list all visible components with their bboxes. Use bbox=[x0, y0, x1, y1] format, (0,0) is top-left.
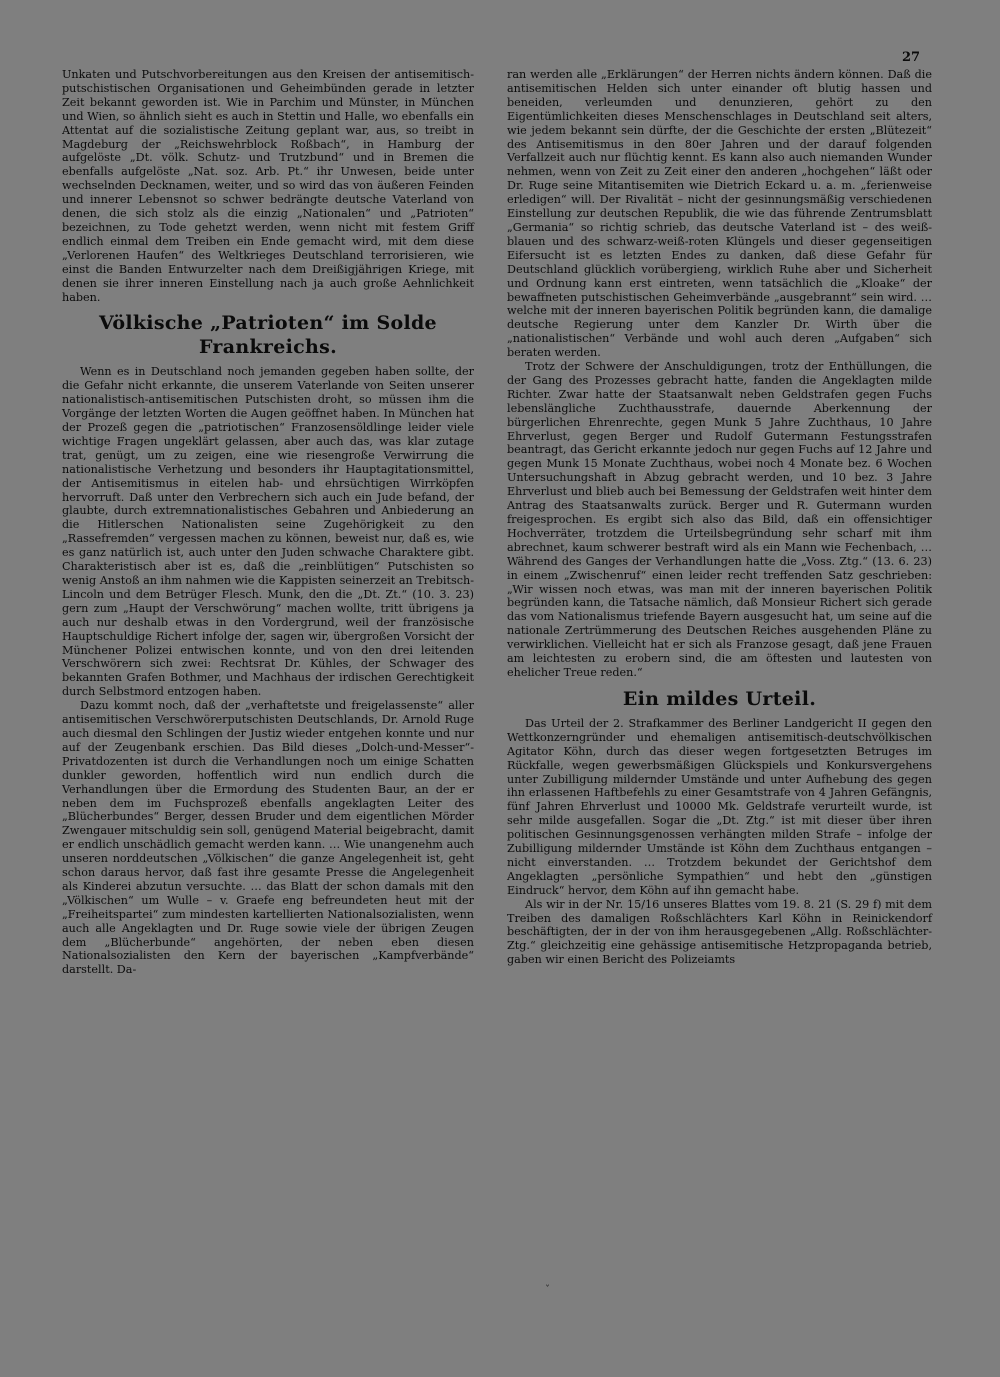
right-column bbox=[507, 68, 932, 967]
right-paragraph-1: ran werden alle „Erklärungen“ der Herren nichts ändern können. Daß die antisemitischen Helden sich unter einander oft blutig hassen und beneiden, verleumden und denunzieren, gehört zu den Eigentümlichkeiten dieses Menschenschlages in Deutschland seit alters, wie jedem bekannt sein dürfte, der die Geschichte der ersten „Blütezeit“ des Antisemitismus in den 80er Jahren und der darauf folgenden Verfallzeit auch nur flüchtig kennt. Es kann also auch niemanden Wunder nehmen, wenn von Zeit zu Zeit einer den anderen „hochgehen“ läßt oder Dr. Ruge seine Mitantisemiten wie Dietrich Eckard u. a. m. „ferienweise erledigen“ will. Der Rivalität – nicht der gesinnungsmäßig verschiedenen Einstellung zur deutschen Republik, die wie das führende Zentrumsblatt „Germania“ so richtig schrieb, das deutsche Vaterland ist – des weiß-blauen und des schwarz-weiß-roten Klüngels und dieser gegenseitigen Eifersucht ist es letzten Endes zu danken, daß diese Gefahr für Deutschland glücklich vorübergieng, wirklich Ruhe aber und Sicherheit und Ordnung kann erst eintreten, wenn tatsächlich die „Kloake“ der bewaffneten putschistischen Geheimverbände „ausgebrannt“ sein wird. … welche mit der inneren bayerischen Politik begründen kann, die damalige deutsche Regierung unter dem Kanzler Dr. Wirth über die „nationalistischen“ Verbände und wohl auch deren „Aufgaben“ sich beraten werden. bbox=[507, 68, 932, 360]
left-paragraph-1: Unkaten und Putschvorbereitungen aus den Kreisen der antisemitisch-putschistischen Organisationen und Geheimbünden gerade in letzter Zeit bekannt geworden ist. Wie in Parchim und Münster, in München und Wien, so ähnlich sieht es auch in Stettin und Halle, wo ebenfalls ein Attentat auf die sozialistische Zeitung geplant war, aus, so treibt in Magdeburg der „Reichswehrblock Roßbach“, in Hamburg der aufgelöste „Dt. völk. Schutz- und Trutzbund“ und in Bremen die ebenfalls aufgelöste „Nat. soz. Arb. Pt.“ ihr Unwesen, beide unter wechselnden Decknamen, weiter, und so wird das von äußeren Feinden und innerer Lebensnot so schwer bedrängte deutsche Vaterland von denen, die sich stolz als die einzig „Nationalen“ und „Patrioten“ bezeichnen, zu Tode gehetzt werden, wenn nicht mit festem Griff endlich einmal dem Treiben ein Ende gemacht wird, mit dem diese „Verlorenen Haufen“ des Weltkrieges Deutschland terrorisieren, wie einst die Banden Entwurzelter nach dem Dreißigjährigen Kriege, mit denen sie ihrer inneren Einstellung nach ja auch große Aehnlichkeit haben. bbox=[62, 68, 474, 304]
left-paragraph-2: Wenn es in Deutschland noch jemanden gegeben haben sollte, der die Gefahr nicht erkannte, die unserem Vaterlande von Seiten unserer nationalistisch-antisemitischen Putschisten droht, so müssen ihm die Vorgänge der letzten Worten die Augen geöffnet haben. In München hat der Prozeß gegen die „patriotischen“ Franzosensöldlinge leider viele wichtige Fragen ungeklärt gelassen, aber auch das, was klar zutage trat, genügt, um zu zeigen, eine wie riesengroße Verwirrung die nationalistische Verhetzung und besonders ihr Hauptagitationsmittel, der Antisemitismus in eitelen hab- und ehrsüchtigen Wirrköpfen hervorruft. Daß unter den Verbrechern sich auch ein Jude befand, der glaubte, durch extremnationalistisches Gebahren und Anbiederung an die Hitlerschen Nationalisten seine Zugehörigkeit zu den „Rassefremden“ vergessen machen zu können, beweist nur, daß es, wie es ganz natürlich ist, auch unter den Juden schwache Charaktere gibt. Charakteristisch aber ist es, daß die „reinblütigen“ Putschisten so wenig Anstoß an ihm nahmen wie die Kappisten seinerzeit an Trebitsch-Lincoln und dem Betrüger Flesch. Munk, den die „Dt. Zt.“ (10. 3. 23) gern zum „Haupt der Verschwörung“ machen wollte, tritt übrigens ja auch nur deshalb etwas in den Vordergrund, weil der französische Hauptschuldige Richert infolge der, sagen wir, übergroßen Vorsicht der Münchener Polizei entwischen konnte, und von den drei leitenden Verschwörern sich zwei: Rechtsrat Dr. Kühles, der Schwager des bekannten Grafen Bothmer, und Machhaus der irdischen Gerechtigkeit durch Selbstmord entzogen haben. bbox=[62, 365, 474, 699]
left-paragraph-3: Dazu kommt noch, daß der „verhaftetste und freigelassenste“ aller antisemitischen Verschwörerputschisten Deutschlands, Dr. Arnold Ruge auch diesmal den Schlingen der Justiz wieder entgehen konnte und nur auf der Zeugenbank erschien. Das Bild dieses „Dolch-und-Messer“-Privatdozenten ist durch die Verhandlungen noch um einige Schatten dunkler geworden, hoffentlich wird nun endlich durch die Verhandlungen über die Ermordung des Studenten Baur, an der er neben dem im Fuchsprozeß ebenfalls angeklagten Leiter des „Blücherbundes“ Berger, dessen Bruder und dem eigentlichen Mörder Zwengauer mitschuldig sein soll, genügend Material beigebracht, damit er endlich unschädlich gemacht werden kann. … Wie unangenehm auch unseren norddeutschen „Völkischen“ die ganze Angelegenheit ist, geht schon daraus hervor, daß fast ihre gesamte Presse die Angelegenheit als Kinderei abzutun versuchte. … das Blatt der schon damals mit den „Völkischen“ um Wulle – v. Graefe eng befreundeten heut mit der „Freiheitspartei“ zum mindesten kartellierten Nationalsozialisten, wenn auch alle Angeklagten und Dr. Ruge sowie viele der übrigen Zeugen dem „Blücherbunde“ angehörten, der neben eben diesen Nationalsozialisten den Kern der bayerischen „Kampfverbände“ darstellt. Da- bbox=[62, 699, 474, 977]
right-paragraph-3: Das Urteil der 2. Strafkammer des Berliner Landgericht II gegen den Wettkonzerngründer und ehemaligen antisemitisch-deutschvölkischen Agitator Köhn, durch das dieser wegen fortgesetzten Betruges im Rückfalle, wegen gewerbsmäßigen Glückspiels und Konkursvergehens unter Zubilligung mildernder Umstände und unter Aufhebung des gegen ihn erlassenen Haftbefehls zu einer Gesamtstrafe von 4 Jahren Gefängnis, fünf Jahren Ehrverlust und 10000 Mk. Geldstrafe verurteilt wurde, ist sehr milde ausgefallen. Sogar die „Dt. Ztg.“ ist mit dieser über ihren politischen Gesinnungsgenossen verhängten milden Strafe – infolge der Zubilligung mildernder Umstände ist Köhn dem Zuchthaus entgangen – nicht einverstanden. … Trotzdem bekundet der Gerichtshof dem Angeklagten „persönliche Sympathien“ und hebt den „günstigen Eindruck“ hervor, dem Köhn auf ihn gemacht habe. bbox=[507, 716, 932, 897]
right-paragraph-2: Trotz der Schwere der Anschuldigungen, trotz der Enthüllungen, die der Gang des Prozesses gebracht hatte, fanden die Angeklagten milde Richter. Zwar hatte der Staatsanwalt neben Geldstrafen gegen Fuchs lebenslängliche Zuchthausstrafe, dauernde Aberkennung der bürgerlichen Ehrenrechte, gegen Munk 5 Jahre Zuchthaus, 10 Jahre Ehrverlust, gegen Berger und Rudolf Gutermann Festungsstrafen beantragt, das Gericht erkannte jedoch nur gegen Fuchs auf 12 Jahre und gegen Munk 15 Monate Zuchthaus, wobei noch 4 Monate bez. 6 Wochen Untersuchungshaft in Abzug gebracht werden, und 10 bez. 3 Jahre Ehrverlust und blieb auch bei Bemessung der Geldstrafen weit hinter dem Antrag des Staatsanwalts zurück. Berger und R. Gutermann wurden freigesprochen. Es ergibt sich also das Bild, daß ein offensichtiger Hochverräter, trotzdem die Urteilsbegründung sehr scharf mit ihm abrechnet, kaum schwerer bestraft wird als ein Mann wie Fechenbach, … Während des Ganges der Verhandlungen hatte die „Voss. Ztg.“ (13. 6. 23) in einem „Zwischenruf“ einen leider recht treffenden Satz geschrieben: „Wir wissen noch etwas, was man mit der inneren bayerischen Politik begründen kann, die Tatsache nämlich, daß Monsieur Richert sich gerade das vom Nationalismus triefende Bayern ausgesucht hat, um seine auf die nationale Zertrümmerung des Deutschen Reiches ausgehenden Pläne zu verwirklichen. Vielleicht hat er sich als Franzose gesagt, daß jene Frauen am leichtesten zu erobern sind, die am öftesten und lautesten von ehelicher Treue reden.“ bbox=[507, 360, 932, 679]
scan-mark: ˇ bbox=[545, 1285, 550, 1296]
section-heading-urteil: Ein mildes Urteil. bbox=[622, 687, 817, 710]
page-number: 27 bbox=[902, 50, 921, 65]
left-column bbox=[62, 68, 474, 977]
right-paragraph-4: Als wir in der Nr. 15/16 unseres Blattes vom 19. 8. 21 (S. 29 f) mit dem Treiben des damaligen Roßschlächters Karl Köhn in Reinickendorf beschäftigten, der in der von ihm herausgegebenen „Allg. Roßschlächter-Ztg.“ gleichzeitig eine gehässige antisemitische Hetzpropaganda betrieb, gaben wir einen Bericht des Polizeiamts bbox=[507, 897, 932, 967]
section-heading-patrioten: Völkische „Patrioten“ im Solde Frankreichs. bbox=[99, 312, 437, 359]
